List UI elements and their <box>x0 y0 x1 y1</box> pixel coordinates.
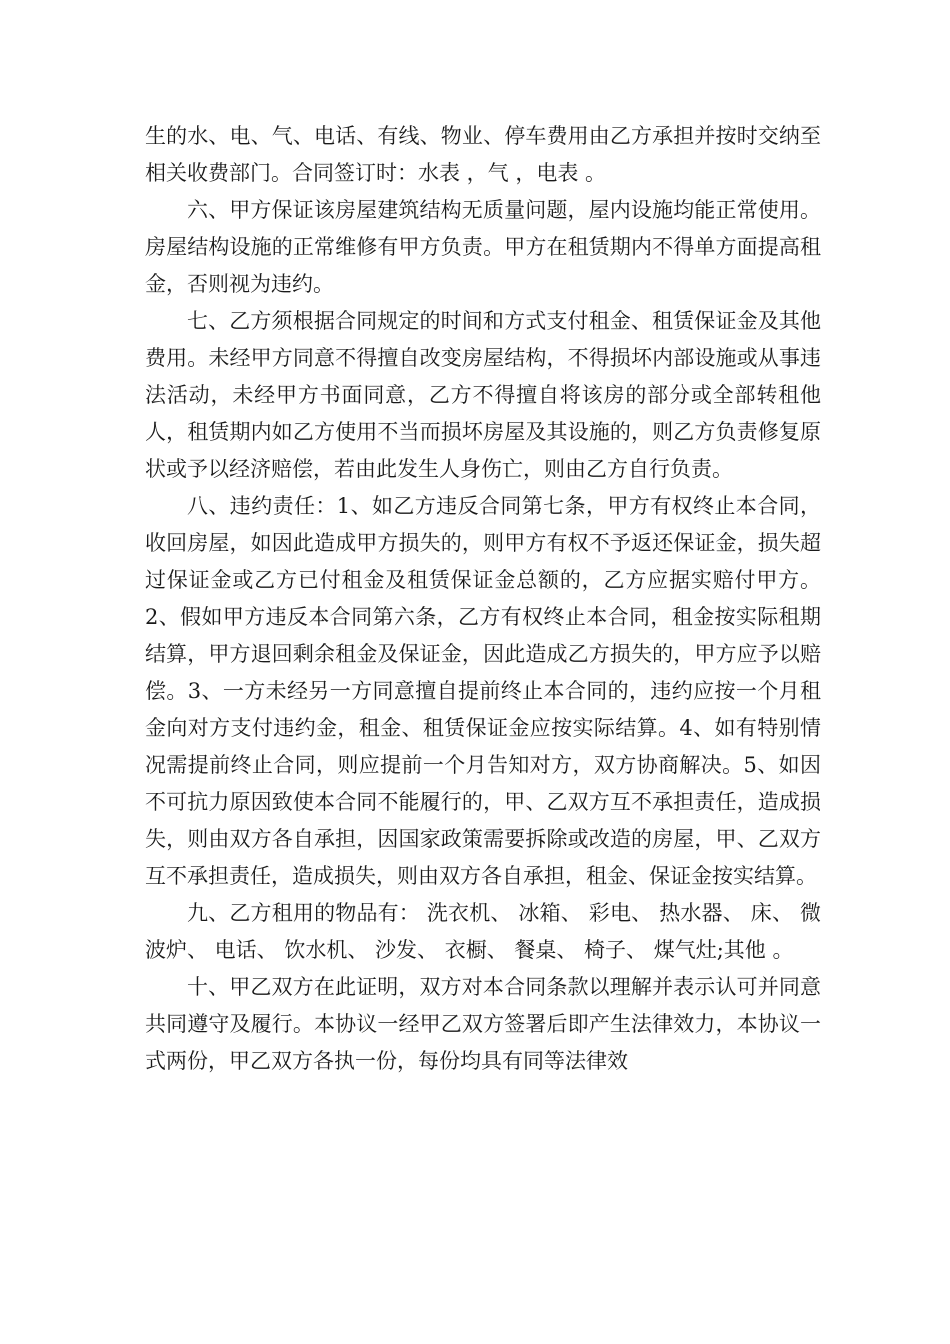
paragraph-clause-10: 十、甲乙双方在此证明，双方对本合同条款以理解并表示认可并同意共同遵守及履行。本协议一经甲乙双方签署后即产生法律效力，本协议一式两份，甲乙双方各执一份，每份均具有同等法律效 <box>145 975 821 1073</box>
paragraph-clause-8: 八、违约责任：1、如乙方违反合同第七条，甲方有权终止本合同，收回房屋，如因此造成甲方损失的，则甲方有权不予返还保证金，损失超过保证金或乙方已付租金及租赁保证金总额的，乙方应据实赔付甲方。2、假如甲方违反本合同第六条，乙方有权终止本合同，租金按实际租期结算，甲方退回剩余租金及保证金，因此造成乙方损失的，甲方应予以赔偿。3、一方未经另一方同意擅自提前终止本合同的，违约应按一个月租金向对方支付违约金，租金、租赁保证金应按实际结算。4、如有特别情况需提前终止合同，则应提前一个月告知对方，双方协商解决。5、如因不可抗力原因致使本合同不能履行的，甲、乙双方互不承担责任，造成损失，则由双方各自承担，因国家政策需要拆除或改造的房屋，甲、乙双方互不承担责任，造成损失，则由双方各自承担，租金、保证金按实结算。 <box>145 494 821 888</box>
paragraph-clause-6: 六、甲方保证该房屋建筑结构无质量问题，屋内设施均能正常使用。房屋结构设施的正常维修有甲方负责。甲方在租赁期内不得单方面提高租金，否则视为违约。 <box>145 198 821 296</box>
paragraph-clause-9: 九、乙方租用的物品有： 洗衣机、 冰箱、 彩电、 热水器、 床、 微波炉、 电话、 饮水机、 沙发、 衣橱、 餐桌、 椅子、 煤气灶;其他 。 <box>145 901 821 962</box>
paragraph-utilities-continued: 生的水、电、气、电话、有线、物业、停车费用由乙方承担并按时交纳至相关收费部门。合同签订时：水表 ，气 ，电表 。 <box>145 124 821 185</box>
document-body <box>145 118 821 1080</box>
paragraph-clause-7: 七、乙方须根据合同规定的时间和方式支付租金、租赁保证金及其他费用。未经甲方同意不得擅自改变房屋结构，不得损坏内部设施或从事违法活动，未经甲方书面同意，乙方不得擅自将该房的部分或全部转租他人，租赁期内如乙方使用不当而损坏房屋及其设施的，则乙方负责修复原状或予以经济赔偿，若由此发生人身伤亡，则由乙方自行负责。 <box>145 309 821 481</box>
